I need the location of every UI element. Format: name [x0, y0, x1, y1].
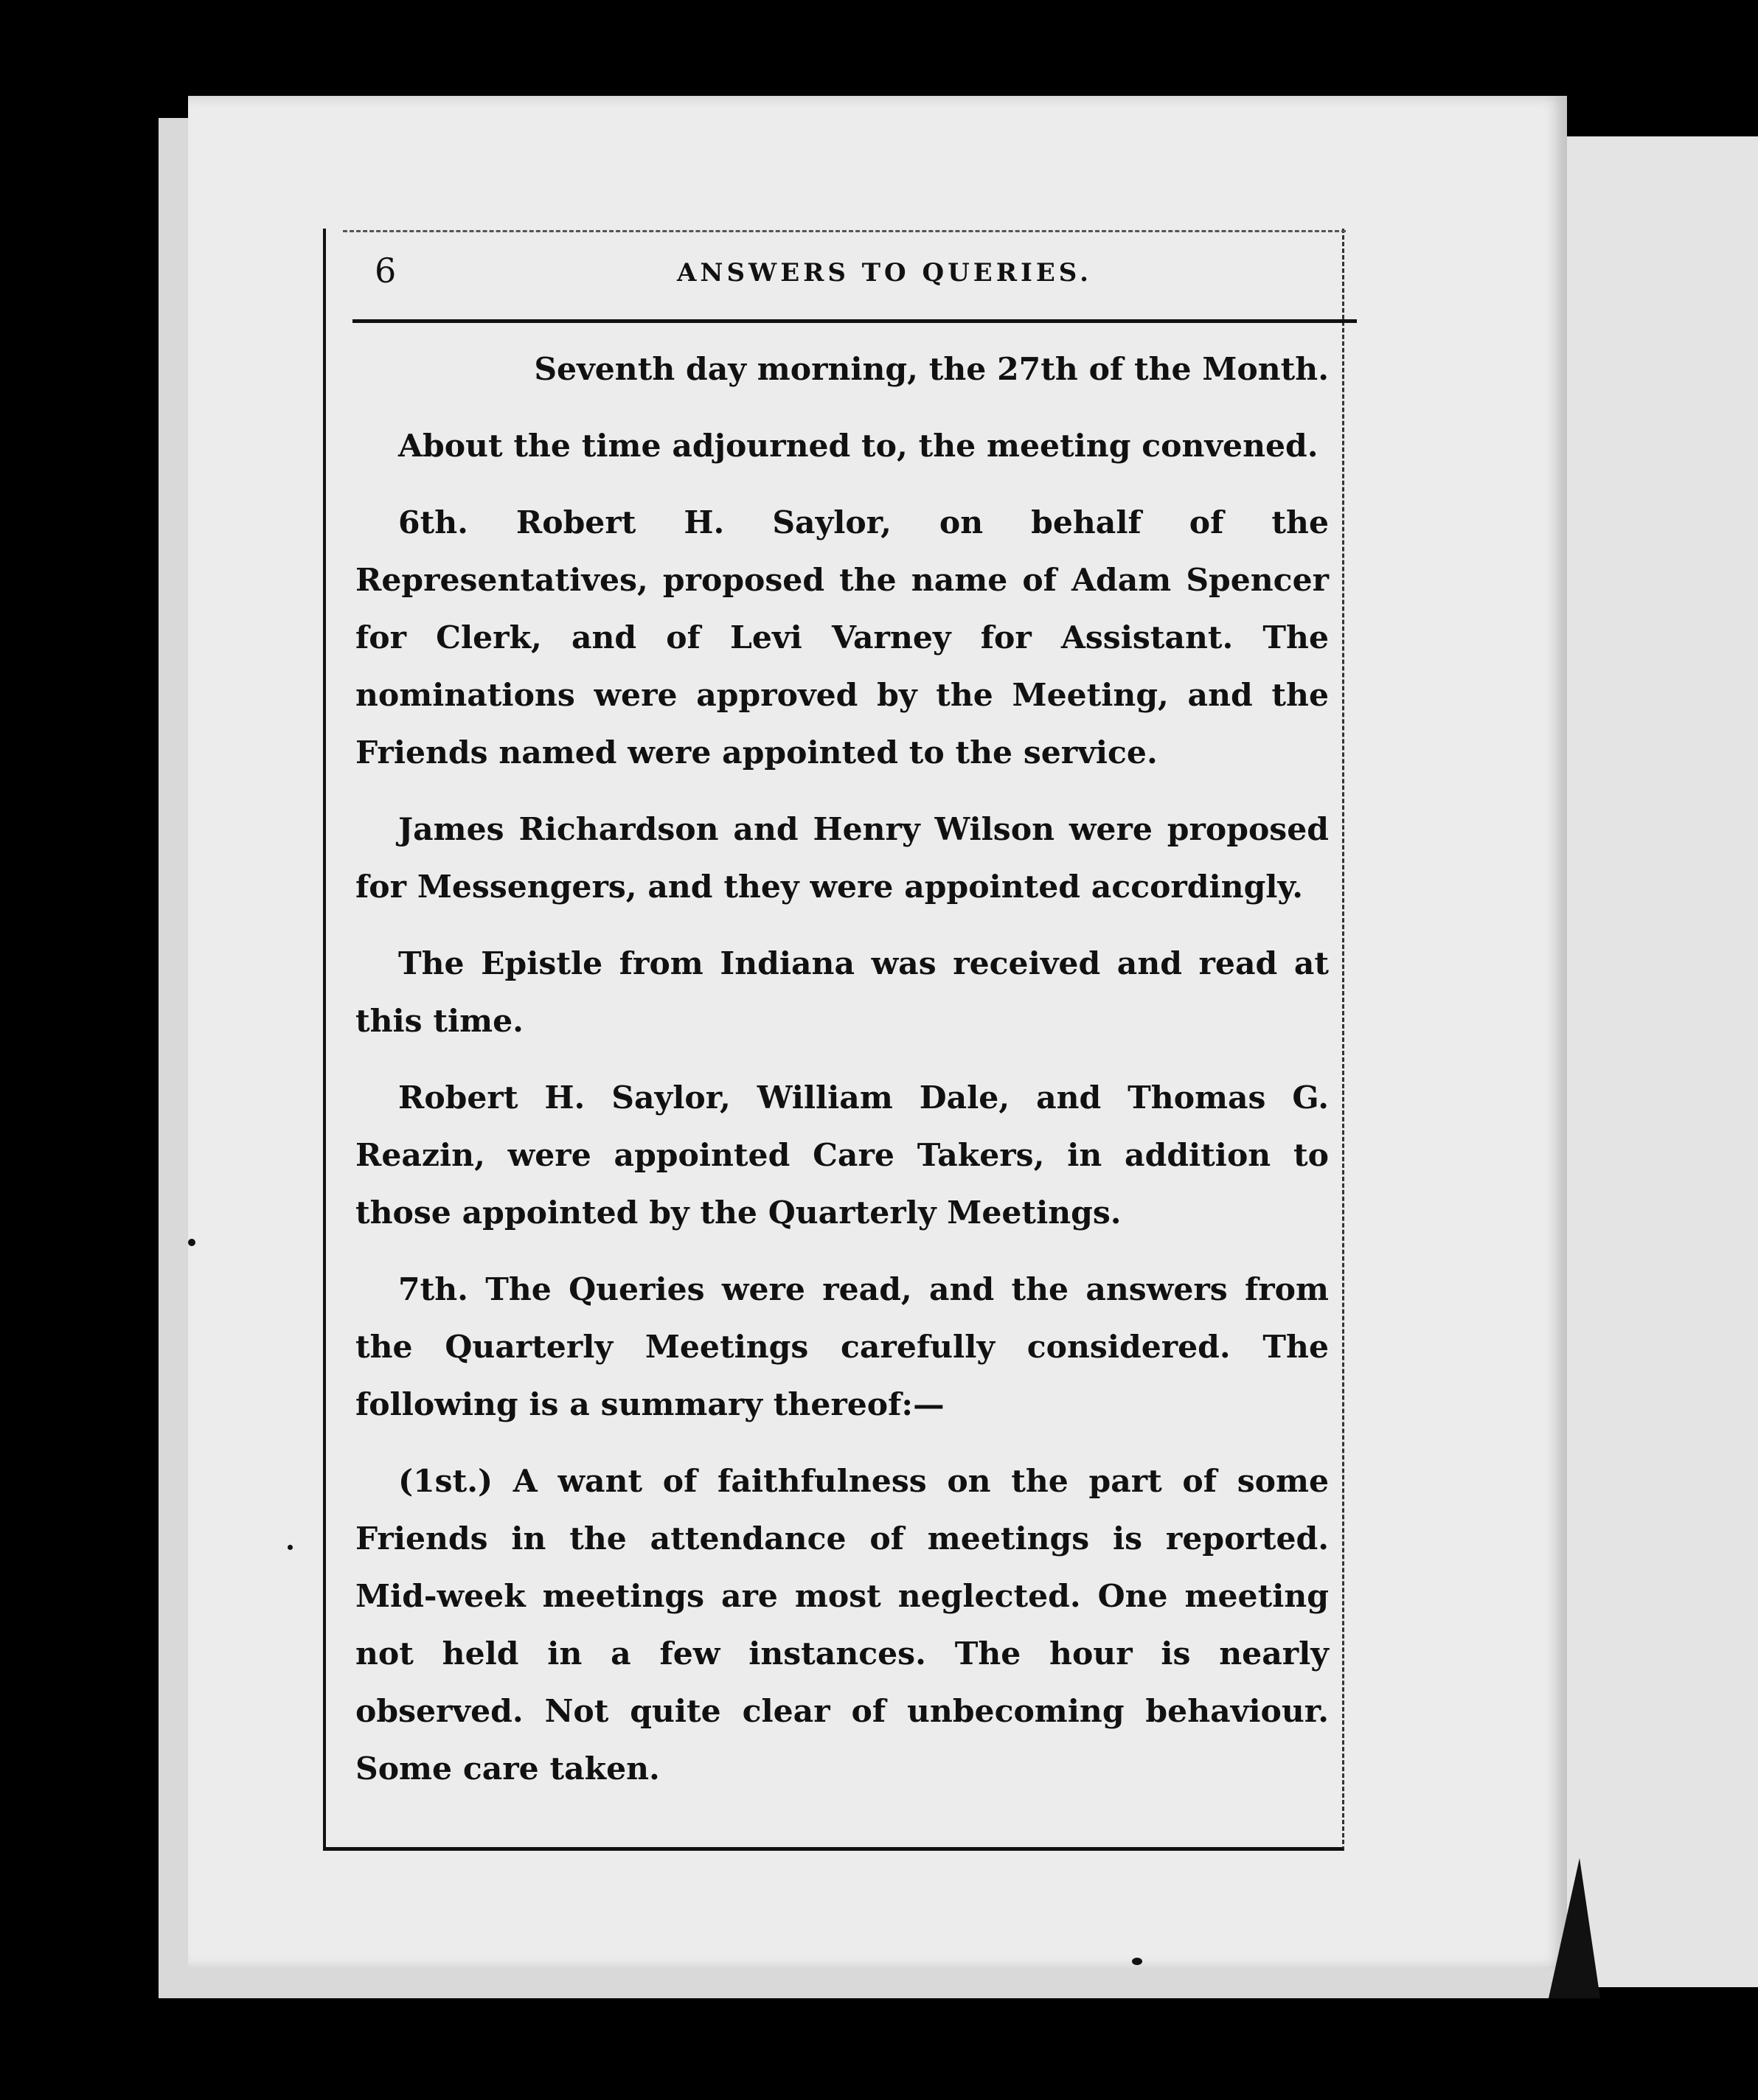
page-number: 6: [375, 251, 397, 291]
facing-page: [1556, 136, 1758, 1987]
border-top: [343, 230, 1346, 234]
paragraph: 7th. The Queries were read, and the answers from the Quarterly Meetings carefully considered. The following is a summary thereof:—: [355, 1271, 1329, 1423]
paragraph: About the time adjourned to, the meeting convened.: [398, 428, 1318, 465]
paragraph: The Epistle from Indiana was received and read at this time.: [355, 945, 1329, 1040]
paragraph-date: Seventh day morning, the 27th of the Month.: [534, 351, 1329, 388]
ink-speck: [288, 1545, 293, 1550]
paragraph: James Richardson and Henry Wilson were proposed for Messengers, and they were appointed accordingly.: [355, 811, 1329, 905]
header-rule: [352, 319, 1357, 323]
running-title: ANSWERS TO QUERIES.: [677, 258, 1092, 288]
paragraph: (1st.) A want of faithfulness on the part of some Friends in the attendance of meetings is reported. Mid-week meetings are most neglected. One meeting not held in a few instances. The hour is nearly observed. Not quite clear of unbecoming behaviour. Some care taken.: [355, 1463, 1329, 1787]
running-head: [352, 251, 1355, 295]
ink-speck: [1132, 1958, 1142, 1965]
page-body: [355, 341, 1329, 1817]
paragraph: 6th. Robert H. Saylor, on behalf of the Representatives, proposed the name of Adam Spencer for Clerk, and of Levi Varney for Assistant. The nominations were approved by the Meeting, and the Friends named were appointed to the service.: [355, 504, 1329, 771]
ink-speck: [188, 1239, 195, 1246]
paragraph: Robert H. Saylor, William Dale, and Thomas G. Reazin, were appointed Care Takers, in addition to those appointed by the Quarterly Meetings.: [355, 1079, 1329, 1231]
